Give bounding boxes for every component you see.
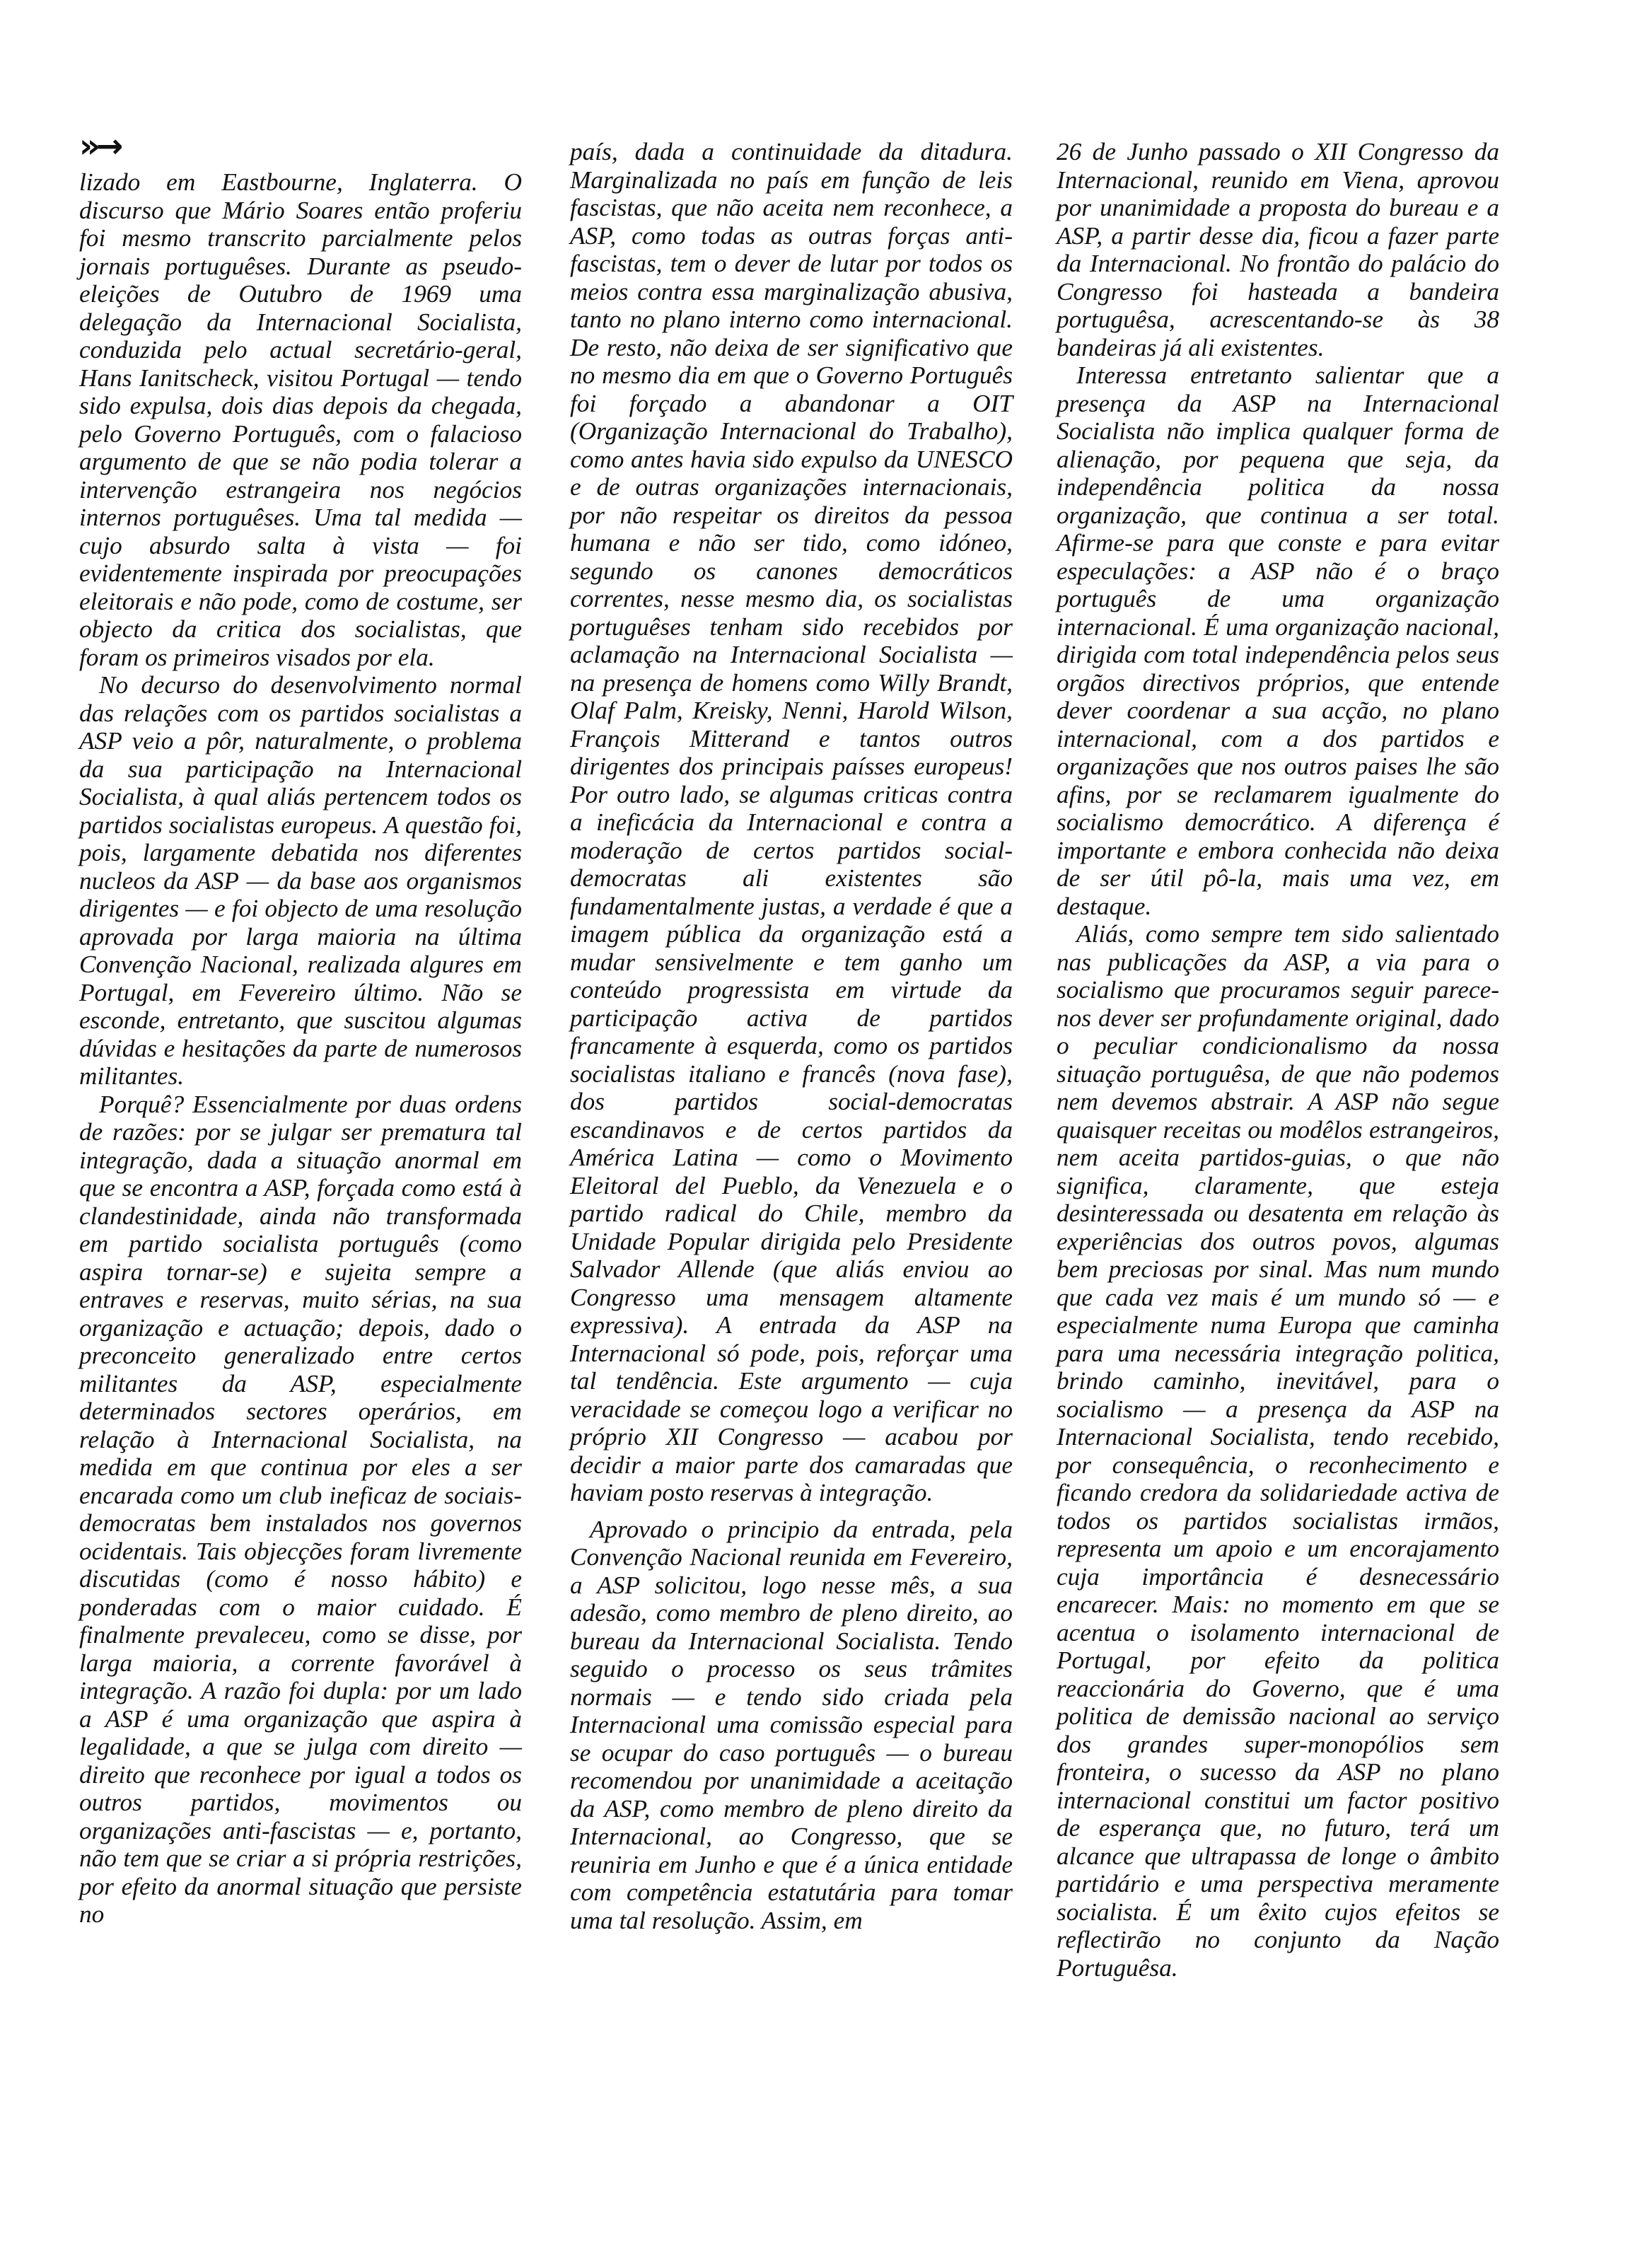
article-column-3 (1057, 138, 1499, 1982)
paragraph: No decurso do desenvolvimento normal das relações com os partidos socialistas a ASP veio a pôr, naturalmente, o problema da sua participação na Internacional Socialista, à qual aliás pertencem todos os partidos socialistas europeus. A questão foi, pois, largamente debatida nos diferentes nucleos da ASP — da base aos organismos dirigentes — e foi objecto de uma resolução aprovada por larga maioria na última Convenção Nacional, realizada algures em Portugal, em Fevereiro último. Não se esconde, entretanto, que suscitou algumas dúvidas e hesitações da parte de numerosos militantes. (79, 671, 522, 1090)
paragraph: lizado em Eastbourne, Inglaterra. O discurso que Mário Soares então proferiu foi mesmo transcrito parcialmente pelos jornais portuguêses. Durante as pseudo-eleições de Outubro de 1969 uma delegação da Internacional Socialista, conduzida pelo actual secretário-geral, Hans Ianitscheck, visitou Portugal — tendo sido expulsa, dois dias depois da chegada, pelo Governo Português, com o falacioso argumento de que se não podia tolerar a intervenção estrangeira nos negócios internos portuguêses. Uma tal medida — cujo absurdo salta à vista — foi evidentemente inspirada por preocupações eleitorais e não pode, como de costume, ser objecto da critica dos socialistas, que foram os primeiros visados por ela. (79, 168, 522, 671)
paragraph: Porquê? Essencialmente por duas ordens de razões: por se julgar ser prematura tal integração, dada a situação anormal em que se encontra a ASP, forçada como está à clandestinidade, ainda não transformada em partido socialista português (como aspira tornar-se) e sujeita sempre a entraves e reservas, muito sérias, na sua organização e actuação; depois, dado o preconceito generalizado entre certos militantes da ASP, especialmente determinados sectores operários, em relação à Internacional Socialista, na medida em que continua por eles a ser encarada como um club ineficaz de sociais-democratas bem instalados nos governos ocidentais. Tais objecções foram livremente discutidas (como é nosso hábito) e ponderadas com o maior cuidado. É finalmente prevaleceu, como se disse, por larga maioria, a corrente favorável à integração. A razão foi dupla: por um lado a ASP é uma organização que aspira à legalidade, a que se julga com direito — direito que reconhece por igual a todos os outros partidos, movimentos ou organizações anti-fascistas — e, portanto, não tem que se criar a si própria restrições, por efeito da anormal situação que persiste no (79, 1090, 522, 1928)
paragraph: país, dada a continuidade da ditadura. Marginalizada no país em função de leis fascistas, que não aceita nem reconhece, a ASP, como todas as outras forças anti-fascistas, tem o dever de lutar por todos os meios contra essa marginalização abusiva, tanto no plano interno como internacional. De resto, não deixa de ser significativo que no mesmo dia em que o Governo Português foi forçado a abandonar a OIT (Organização Internacional do Trabalho), como antes havia sido expulso da UNESCO e de outras organizações internacionais, por não respeitar os direitos da pessoa humana e não ser tido, como idóneo, segundo os canones democráticos correntes, nesse mesmo dia, os socialistas portuguêses tenham sido recebidos por aclamação na Internacional Socialista — na presença de homens como Willy Brandt, Olaf Palm, Kreisky, Nenni, Harold Wilson, François Mitterand e tantos outros dirigentes dos principais paísses europeus! Por outro lado, se algumas criticas contra a ineficácia da Internacional e contra a moderação de certos partidos social-democratas ali existentes são fundamentalmente justas, a verdade é que a imagem pública da organização está a mudar sensivelmente e tem ganho um conteúdo progressista em virtude da participação activa de partidos francamente à esquerda, como os partidos socialistas italiano e francês (nova fase), dos partidos social-democratas escandinavos e de certos partidos da América Latina — como o Movimento Eleitoral del Pueblo, da Venezuela e o partido radical do Chile, membro da Unidade Popular dirigida pelo Presidente Salvador Allende (que aliás enviou ao Congresso uma mensagem altamente expressiva). A entrada da ASP na Internacional só pode, pois, reforçar uma tal tendência. Este argumento — cuja veracidade se começou logo a verificar no próprio XII Congresso — acabou por decidir a maior parte dos camaradas que haviam posto reservas à integração. (570, 138, 1013, 1506)
article-column-2 (570, 138, 1013, 1934)
continuation-arrow-icon: »→ (79, 127, 120, 165)
paragraph: Aliás, como sempre tem sido salientado nas publicações da ASP, a via para o socialismo que procuramos seguir parece-nos dever ser profundamente original, dado o peculiar condicionalismo da nossa situação portuguêsa, de que não podemos nem devemos abstrair. A ASP não segue quaisquer receitas ou modêlos estrangeiros, nem aceita partidos-guias, o que não significa, claramente, que esteja desinteressada ou desatenta em relação às experiências dos outros povos, algumas bem preciosas por sinal. Mas num mundo que cada vez mais é um mundo só — e especialmente numa Europa que caminha para uma necessária integração politica, brindo caminho, inevitável, para o socialismo — a presença da ASP na Internacional Socialista, tendo recebido, por consequência, o reconhecimento e ficando credora da solidariedade activa de todos os partidos socialistas irmãos, representa um apoio e um encorajamento cuja importância é desnecessário encarecer. Mais: no momento em que se acentua o isolamento internacional de Portugal, por efeito da politica reaccionária do Governo, que é uma politica de demissão nacional ao serviço dos grandes super-monopólios sem fronteira, o sucesso da ASP no plano internacional constitui um factor positivo de esperança que, no futuro, terá um alcance que ultrapassa de longe o âmbito partidário e uma perspectiva meramente socialista. É um êxito cujos efeitos se reflectirão no conjunto da Nação Portuguêsa. (1057, 920, 1499, 1982)
article-column-1 (79, 168, 522, 1929)
paragraph: Interessa entretanto salientar que a presença da ASP na Internacional Socialista não implica qualquer forma de alienação, por pequena que seja, da independência politica da nossa organização, que continua a ser total. Afirme-se para que conste e para evitar especulações: a ASP não é o braço português de uma organização internacional. É uma organização nacional, dirigida com total independência pelos seus orgãos directivos próprios, que entende dever coordenar a sua acção, no plano internacional, com a dos partidos e organizações que nos outros paises lhe são afins, por se reclamarem igualmente do socialismo democrático. A diferença é importante e embora conhecida não deixa de ser útil pô-la, mais uma vez, em destaque. (1057, 361, 1499, 920)
paragraph: 26 de Junho passado o XII Congresso da Internacional, reunido em Viena, aprovou por unanimidade a proposta do bureau e a ASP, a partir desse dia, ficou a fazer parte da Internacional. No frontão do palácio do Congresso foi hasteada a bandeira portuguêsa, acrescentando-se às 38 bandeiras já ali existentes. (1057, 138, 1499, 361)
paragraph: Aprovado o principio da entrada, pela Convenção Nacional reunida em Fevereiro, a ASP solicitou, logo nesse mês, a sua adesão, como membro de pleno direito, ao bureau da Internacional Socialista. Tendo seguido o processo os seus trâmites normais — e tendo sido criada pela Internacional uma comissão especial para se ocupar do caso português — o bureau recomendou por unanimidade a aceitação da ASP, como membro de pleno direito da Internacional, ao Congresso, que se reuniria em Junho e que é a única entidade com competência estatutária para tomar uma tal resolução. Assim, em (570, 1515, 1013, 1934)
